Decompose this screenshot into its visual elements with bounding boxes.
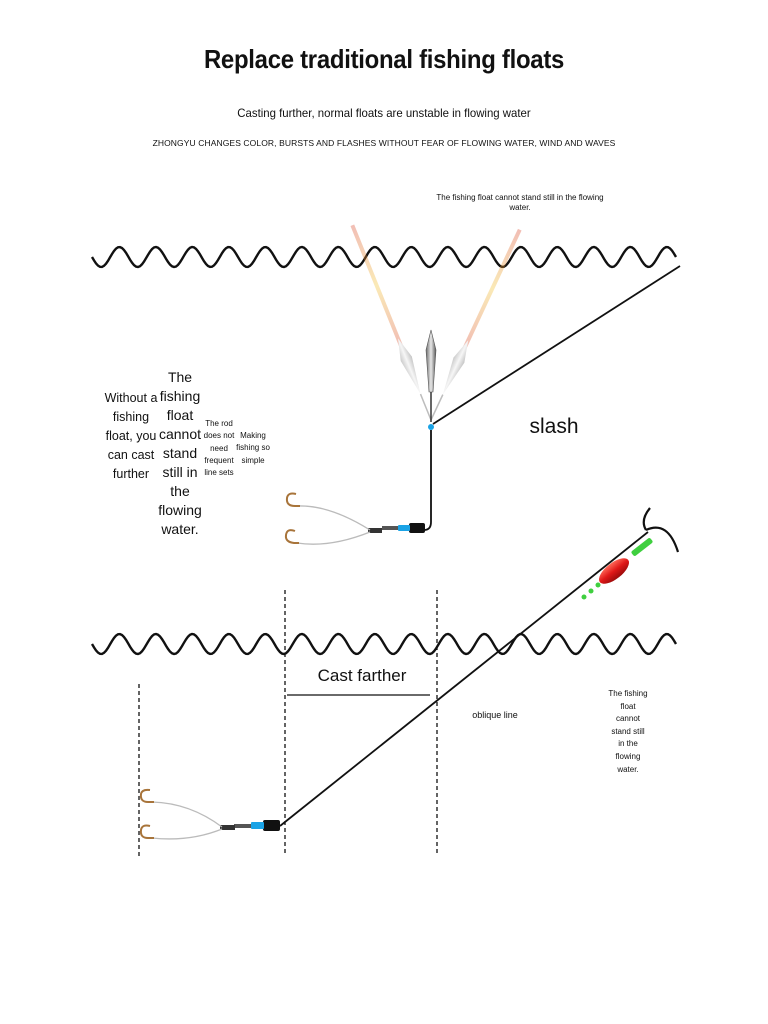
slash-line — [433, 266, 680, 424]
label-without-float: Without a fishing float, you can cast further — [104, 391, 158, 481]
traditional-float — [426, 212, 436, 430]
label-float-cannot-stand-right: The fishing float cannot stand still in the flowing water. — [608, 689, 648, 774]
page-subtitle: Casting further, normal floats are unstable in flowing water — [237, 106, 531, 120]
label-float-cannot-stand-left: The fishing float cannot stand still in the flowing water. — [158, 369, 202, 537]
label-oblique-line: oblique line — [472, 710, 518, 720]
label-slash: slash — [529, 415, 579, 438]
rod-tip-with-bobber — [582, 508, 679, 600]
label-top-float-note: The fishing float cannot stand still in the flowing water. — [436, 193, 604, 212]
upper-hook-rig — [286, 494, 425, 545]
page-title: Replace traditional fishing floats — [203, 44, 565, 74]
water-surface-upper — [92, 247, 676, 267]
upper-main-line — [424, 430, 431, 530]
label-rod-note: The rod does not need frequent line sets — [203, 419, 235, 478]
label-cast-farther: Cast farther — [317, 666, 407, 685]
swaying-float-ghost-left — [347, 223, 437, 422]
water-surface-lower — [92, 634, 676, 654]
lower-hook-rig — [141, 790, 280, 839]
page-tagline: ZHONGYU CHANGES COLOR, BURSTS AND FLASHES WITHOUT FEAR OF FLOWING WATER, WIND AND WAVES — [152, 138, 616, 148]
label-making-fishing: Making fishing so simple — [236, 431, 270, 465]
